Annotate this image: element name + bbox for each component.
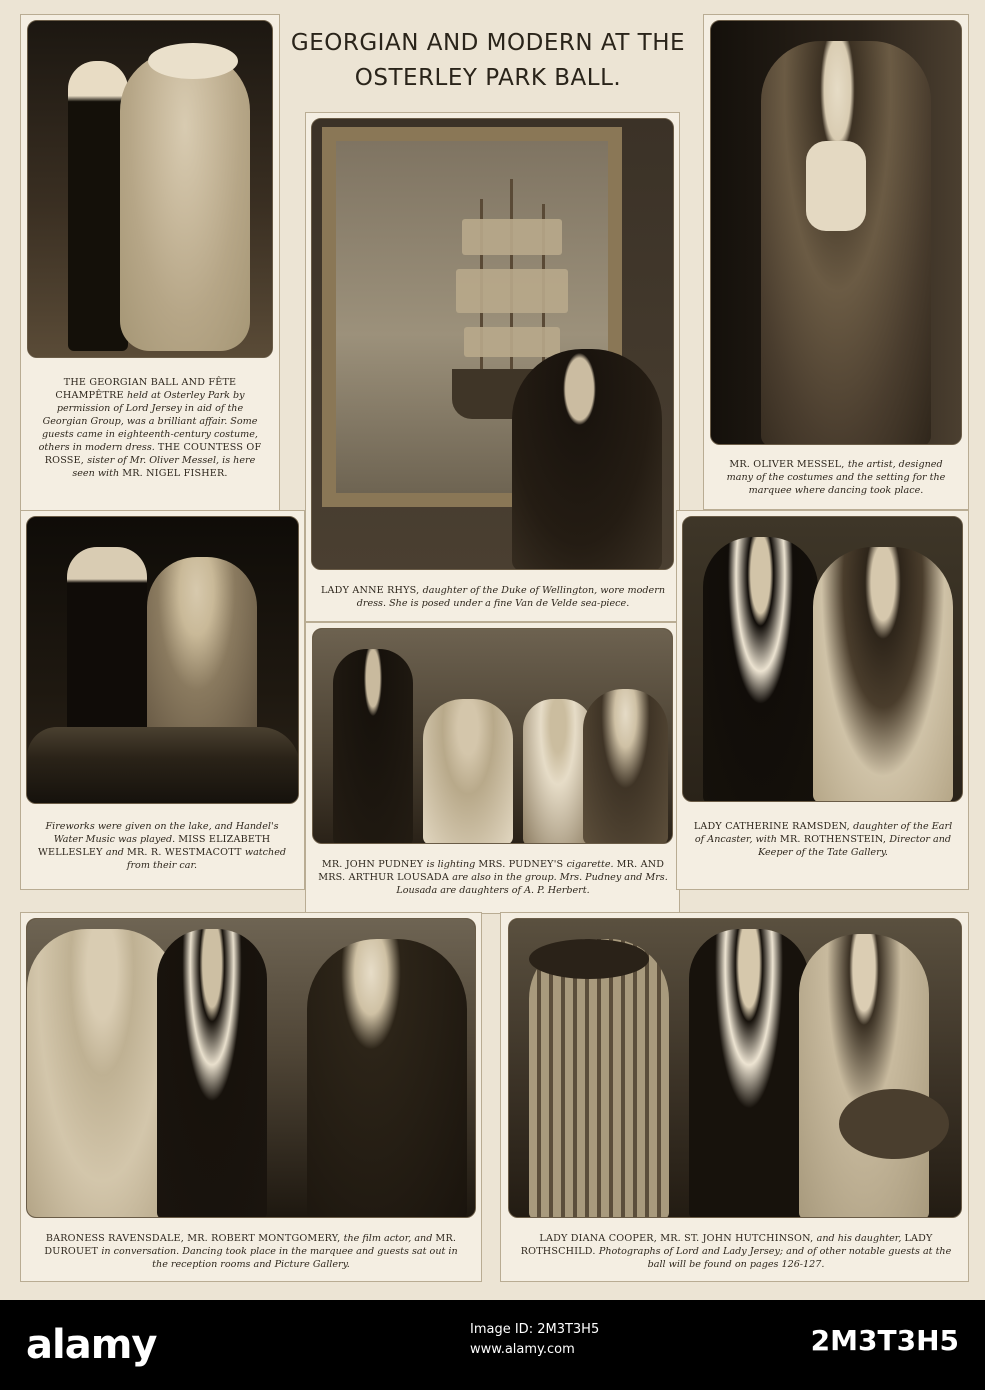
figure-man-evening-dress: [68, 61, 128, 351]
figure-catherine-ramsden: [813, 547, 953, 802]
alamy-logo: alamy: [26, 1322, 157, 1368]
figure-mrs-pudney: [423, 699, 513, 844]
caption-countess: THE GEORGIAN BALL AND FÊTE CHAMPÊTRE held at Osterley Park by permission of Lord Jersey in aid of the Georgian Group, was a brilliant affair. Some guests came in eighteenth-century costume, others in modern dress. THE COUNTESS OF ROSSE, sister of Mr. Oliver Messel, is here seen with MR. NIGEL FISHER.: [38, 377, 262, 479]
caption-messel: MR. OLIVER MESSEL, the artist, designed many of the costumes and the setting for the marquee where dancing took place.: [726, 459, 946, 496]
caption-ramsden: LADY CATHERINE RAMSDEN, daughter of the Earl of Ancaster, with MR. ROTHENSTEIN, Director and Keeper of the Tate Gallery.: [693, 821, 953, 858]
figure-rothenstein: [703, 537, 818, 802]
caption-rhys: LADY ANNE RHYS, daughter of the Duke of Wellington, wore modern dress. She is posed under a fine Van de Velde sea-piece.: [320, 585, 665, 609]
photo-ravensdale-montgomery: [26, 918, 476, 1218]
caption-fireworks: Fireworks were given on the lake, and Handel's Water Music was played. MISS ELIZABETH WELLESLEY and MR. R. WESTMACOTT watched from their car.: [37, 821, 287, 871]
figure-woman-ball-gown: [120, 51, 250, 351]
figure-john-pudney: [333, 649, 413, 844]
photo-lady-anne-rhys: [311, 118, 674, 570]
figure-durouet: [307, 939, 467, 1218]
figure-mrs-lousada: [583, 689, 668, 844]
figure-elizabeth-wellesley: [147, 557, 257, 747]
figure-westmacott: [67, 547, 147, 747]
image-id-label: Image ID: 2M3T3H5: [470, 1322, 600, 1337]
page-title: [278, 26, 698, 96]
photo-diana-cooper: [508, 918, 962, 1218]
caption-cooper: LADY DIANA COOPER, MR. ST. JOHN HUTCHINSON, and his daughter, LADY ROTHSCHILD. Photographs of Lord and Lady Jersey; and of other notable guests at the ball will be found on pages 126-127.: [520, 1233, 952, 1270]
caption-ravensdale: BARONESS RAVENSDALE, MR. ROBERT MONTGOMERY, the film actor, and MR. DUROUET in conversation. Dancing took place in the marquee and guests sat out in the reception rooms and Picture Gallery.: [44, 1233, 458, 1270]
figure-lady-rothschild: [799, 934, 929, 1218]
figure-oliver-messel: [761, 41, 931, 445]
figure-robert-montgomery: [157, 929, 267, 1218]
figure-st-john-hutchinson: [689, 929, 809, 1218]
stock-banner: [0, 1300, 985, 1390]
image-id-block: [470, 1320, 599, 1360]
figure-diana-cooper: [529, 939, 669, 1218]
figure-lace-jabot: [806, 141, 866, 231]
photo-pudney-group: [312, 628, 673, 844]
photo-countess-of-rosse: [27, 20, 273, 358]
photo-ramsden-rothenstein: [682, 516, 963, 802]
page-title-line-1: GEORGIAN AND MODERN AT THE: [290, 30, 686, 56]
car-roof: [27, 727, 299, 804]
figure-lady-anne-rhys: [512, 349, 662, 570]
photo-fireworks-car: [26, 516, 299, 804]
site-url: www.alamy.com: [470, 1342, 575, 1357]
page-title-line-2: OSTERLEY PARK BALL.: [354, 65, 622, 91]
photo-oliver-messel: [710, 20, 962, 445]
figure-hat: [148, 43, 238, 79]
caption-pudney: MR. JOHN PUDNEY is lighting MRS. PUDNEY'S cigarette. MR. AND MRS. ARTHUR LOUSADA are also in the group. Mrs. Pudney and Mrs. Lousada are daughters of A. P. Herbert.: [318, 859, 668, 896]
figure-baroness-ravensdale: [27, 929, 177, 1218]
figure-diana-cooper-hat: [529, 939, 649, 979]
figure-fur-muff: [839, 1089, 949, 1159]
image-code: 2M3T3H5: [810, 1324, 959, 1357]
